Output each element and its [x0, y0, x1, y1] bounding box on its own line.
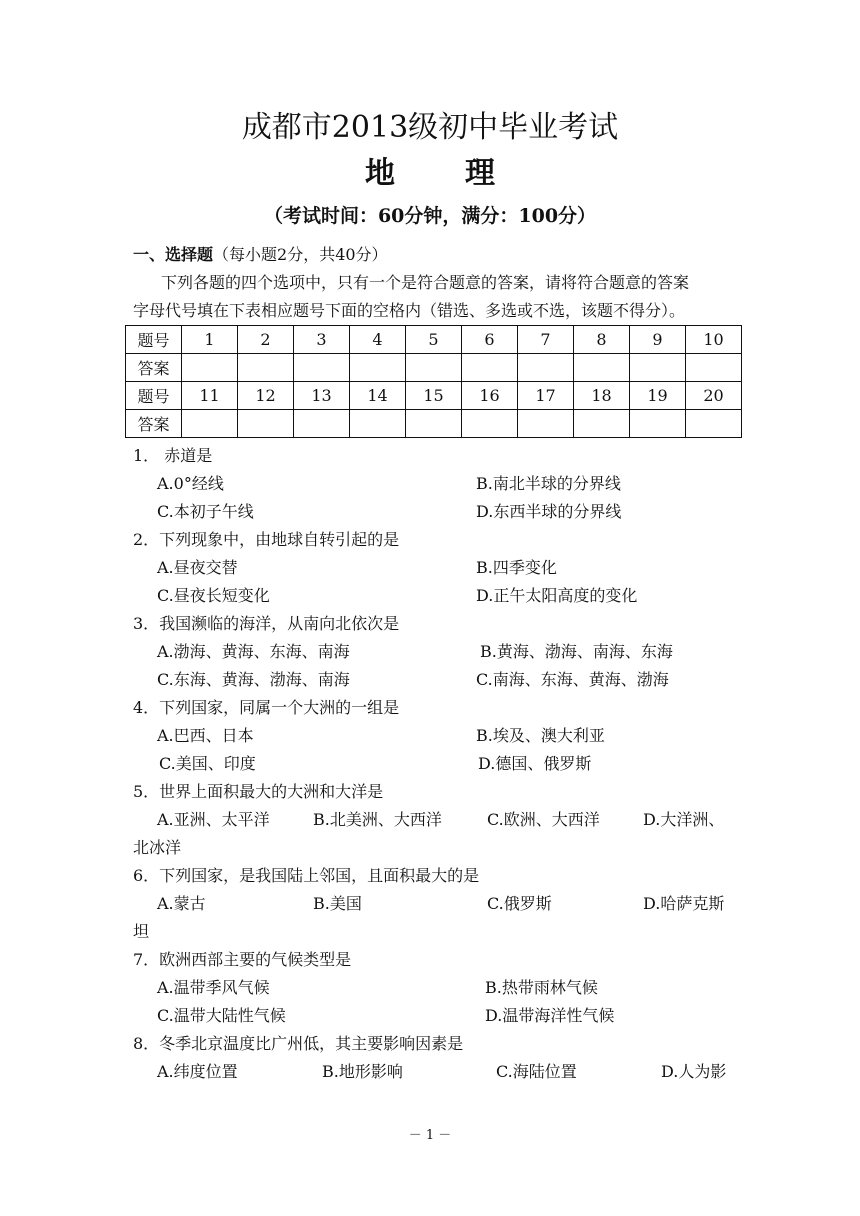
number-cell: 6 — [462, 326, 518, 354]
question-2-stem: 2．下列现象中，由地球自转引起的是 — [133, 530, 400, 549]
answer-cell[interactable] — [462, 354, 518, 382]
question-4-stem: 4．下列国家，同属一个大洲的一组是 — [133, 698, 400, 717]
question-4-option-b: B.埃及、澳大利亚 — [476, 726, 605, 745]
number-cell: 8 — [574, 326, 630, 354]
answer-cell[interactable] — [350, 354, 406, 382]
question-1-option-d: D.东西半球的分界线 — [476, 502, 622, 521]
question-2-option-d: D.正午太阳高度的变化 — [476, 586, 638, 605]
question-6-option-d-wrap: 坦 — [133, 922, 150, 941]
answer-cell[interactable] — [686, 354, 742, 382]
question-2-option-c: C.昼夜长短变化 — [157, 586, 270, 605]
answer-cell[interactable] — [462, 410, 518, 438]
number-cell: 16 — [462, 382, 518, 410]
number-cell: 2 — [238, 326, 294, 354]
question-4-option-d: D.德国、俄罗斯 — [478, 754, 592, 773]
instruction-line-2: 字母代号填在下表相应题号下面的空格内（错选、多选或不选，该题不得分）。 — [133, 301, 686, 320]
number-cell: 15 — [406, 382, 462, 410]
question-1-option-a: A.0°经线 — [157, 474, 224, 493]
number-cell: 12 — [238, 382, 294, 410]
page-number: － 1 － — [408, 1128, 452, 1143]
answer-cell[interactable] — [574, 354, 630, 382]
question-6-option-b: B.美国 — [313, 894, 362, 913]
question-5-option-a: A.亚洲、太平洋 — [157, 810, 270, 829]
answer-cell[interactable] — [630, 410, 686, 438]
question-3-option-b: B.黄海、渤海、南海、东海 — [480, 642, 673, 661]
question-7-option-a: A.温带季风气候 — [157, 978, 270, 997]
answer-cell[interactable] — [686, 410, 742, 438]
question-7-option-c: C.温带大陆性气候 — [157, 1006, 286, 1025]
answer-cell[interactable] — [574, 410, 630, 438]
answer-cell[interactable] — [182, 354, 238, 382]
answer-cell[interactable] — [406, 410, 462, 438]
question-6-option-a: A.蒙古 — [157, 894, 206, 913]
question-5-option-d-wrap: 北冰洋 — [133, 838, 182, 857]
answer-cell[interactable] — [294, 354, 350, 382]
exam-title: 成都市2013级初中毕业考试 — [241, 110, 619, 145]
question-8-stem: 8．冬季北京温度比广州低，其主要影响因素是 — [133, 1034, 464, 1053]
number-row-1 — [126, 326, 742, 354]
exam-time-info: （考试时间：60分钟，满分：100分） — [263, 205, 597, 227]
number-cell: 4 — [350, 326, 406, 354]
answer-table — [125, 325, 742, 438]
subject-heading — [0, 152, 860, 196]
answer-cell[interactable] — [238, 410, 294, 438]
answer-cell[interactable] — [630, 354, 686, 382]
question-7-stem: 7．欧洲西部主要的气候类型是 — [133, 950, 352, 969]
row-label-answer: 答案 — [126, 410, 182, 438]
answer-row-1 — [126, 354, 742, 382]
instruction-line-1: 下列各题的四个选项中，只有一个是符合题意的答案，请将符合题意的答案 — [161, 273, 690, 292]
number-cell: 19 — [630, 382, 686, 410]
number-cell: 5 — [406, 326, 462, 354]
number-cell: 18 — [574, 382, 630, 410]
number-cell: 17 — [518, 382, 574, 410]
answer-cell[interactable] — [182, 410, 238, 438]
question-4-option-a: A.巴西、日本 — [157, 726, 254, 745]
question-2-option-b: B.四季变化 — [476, 558, 557, 577]
row-label-answer: 答案 — [126, 354, 182, 382]
number-cell: 7 — [518, 326, 574, 354]
section-note: （每小题2分，共40分） — [213, 245, 388, 264]
question-3-option-d: C.南海、东海、黄海、渤海 — [476, 670, 669, 689]
subject-char-2: 理 — [465, 156, 495, 191]
question-5-option-b: B.北美洲、大西洋 — [313, 810, 442, 829]
question-4-option-c: C.美国、印度 — [159, 754, 256, 773]
number-row-2 — [126, 382, 742, 410]
number-cell: 3 — [294, 326, 350, 354]
question-3-stem: 3．我国濒临的海洋，从南向北依次是 — [133, 614, 400, 633]
question-1-option-c: C.本初子午线 — [157, 502, 254, 521]
number-cell: 13 — [294, 382, 350, 410]
number-cell: 1 — [182, 326, 238, 354]
answer-cell[interactable] — [238, 354, 294, 382]
row-label-number: 题号 — [126, 382, 182, 410]
answer-cell[interactable] — [518, 410, 574, 438]
answer-cell[interactable] — [294, 410, 350, 438]
answer-cell[interactable] — [518, 354, 574, 382]
question-8-option-c: C.海陆位置 — [496, 1062, 577, 1081]
question-6-stem: 6．下列国家，是我国陆上邻国，且面积最大的是 — [133, 866, 480, 885]
answer-cell[interactable] — [406, 354, 462, 382]
answer-cell[interactable] — [350, 410, 406, 438]
question-5-option-d: D.大洋洲、 — [643, 810, 725, 829]
question-1-option-b: B.南北半球的分界线 — [476, 474, 621, 493]
number-cell: 14 — [350, 382, 406, 410]
subject-char-1: 地 — [365, 156, 395, 191]
question-3-option-c: C.东海、黄海、渤海、南海 — [157, 670, 350, 689]
question-5-stem: 5．世界上面积最大的大洲和大洋是 — [133, 782, 384, 801]
answer-row-2 — [126, 410, 742, 438]
question-8-option-d: D.人为影 — [661, 1062, 727, 1081]
question-7-option-b: B.热带雨林气候 — [485, 978, 598, 997]
number-cell: 10 — [686, 326, 742, 354]
number-cell: 9 — [630, 326, 686, 354]
question-6-option-d: D.哈萨克斯 — [643, 894, 725, 913]
question-5-option-c: C.欧洲、大西洋 — [487, 810, 600, 829]
number-cell: 20 — [686, 382, 742, 410]
question-7-option-d: D.温带海洋性气候 — [485, 1006, 615, 1025]
question-3-option-a: A.渤海、黄海、东海、南海 — [157, 642, 350, 661]
row-label-number: 题号 — [126, 326, 182, 354]
section-heading — [133, 244, 388, 266]
question-1-stem: 1． 赤道是 — [133, 446, 213, 465]
question-8-option-b: B.地形影响 — [322, 1062, 403, 1081]
section-title: 一、选择题 — [133, 245, 214, 264]
question-8-option-a: A.纬度位置 — [157, 1062, 238, 1081]
number-cell: 11 — [182, 382, 238, 410]
question-2-option-a: A.昼夜交替 — [157, 558, 238, 577]
question-6-option-c: C.俄罗斯 — [487, 894, 552, 913]
